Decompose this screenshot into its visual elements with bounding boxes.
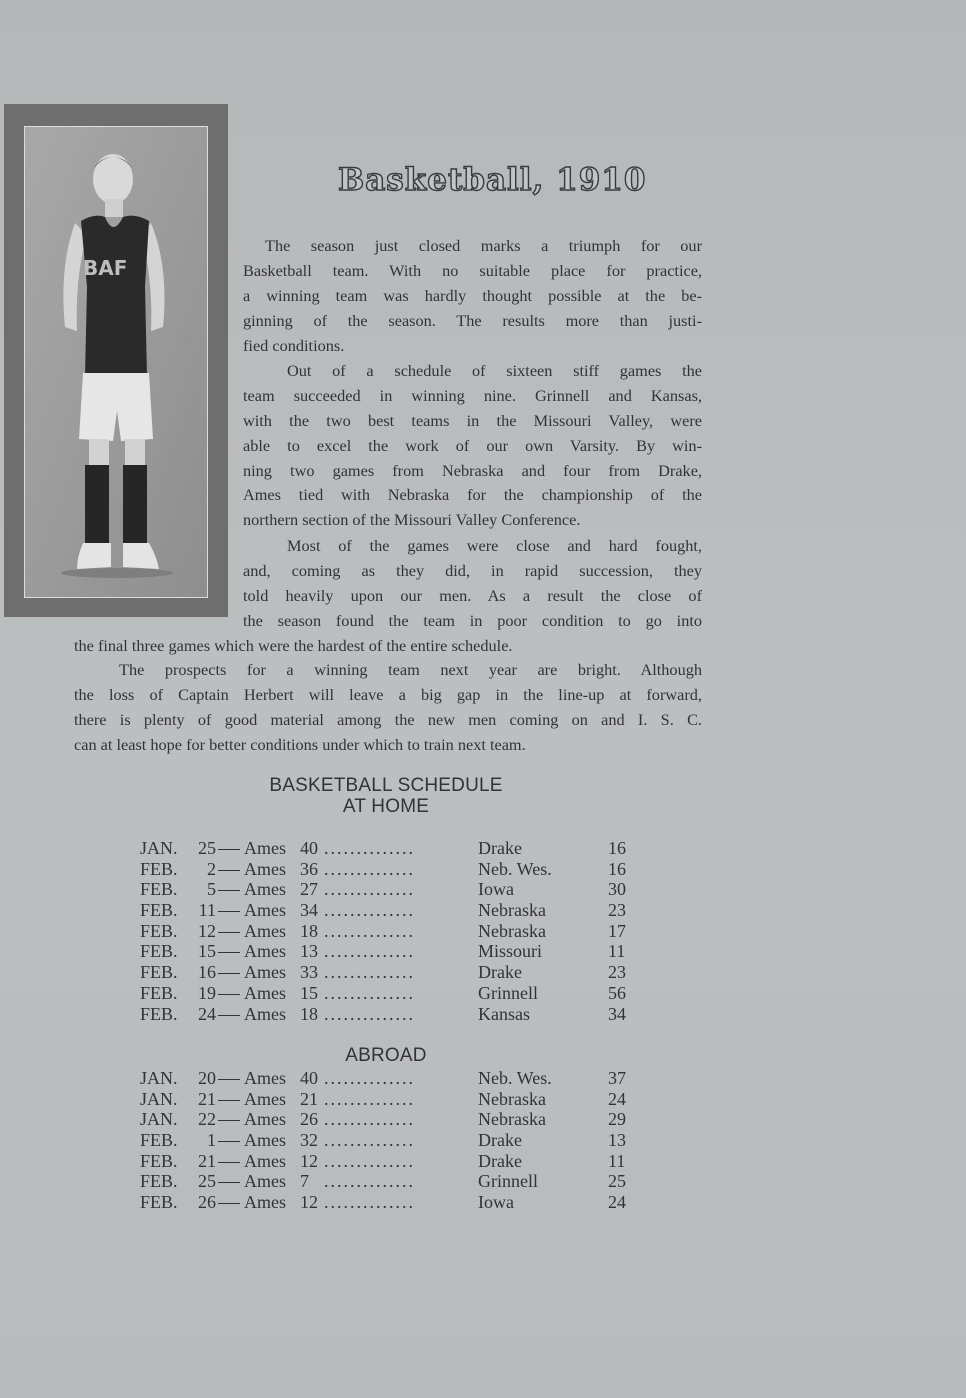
game-day: 25 [198,1171,216,1192]
game-day: 19 [198,982,216,1003]
game-day: 5 [207,879,216,900]
team-name: Ames [244,1130,286,1151]
opponent-score: 16 [608,838,626,858]
team-name: Ames [244,1109,286,1130]
text-line: told heavily upon our men. As a result the close of [243,585,702,605]
opponent-score: 34 [608,1003,626,1024]
opponent-name: Missouri [478,941,543,962]
schedule-row [140,859,660,880]
team-name: Ames [244,941,286,962]
opponent-name: Neb. Wes. [478,858,552,879]
game-day: 1 [207,1130,216,1151]
game-month: JAN. [140,1068,178,1088]
leader-dots: .............. [324,1130,415,1151]
dash-separator [218,973,240,974]
team-name: Ames [244,1088,286,1109]
player-photo [24,126,208,598]
game-month: FEB. [140,1150,178,1171]
opponent-name: Nebraska [478,1088,546,1109]
opponent-score: 17 [608,920,626,941]
text-line: a winning team was hardly thought possible at the be- [243,285,702,305]
leader-dots: .............. [324,858,415,879]
leader-dots: .............. [324,1068,415,1088]
game-month: JAN. [140,1088,178,1109]
team-name: Ames [244,1150,286,1171]
text-line: team succeeded in winning nine. Grinnell and Kansas, [243,385,702,405]
opponent-name: Drake [478,1150,522,1171]
opponent-name: Drake [478,838,522,858]
opponent-name: Iowa [478,1192,514,1213]
dash-separator [218,1100,240,1101]
game-day: 16 [198,962,216,983]
schedule-row [140,1004,660,1025]
text-line: Out of a schedule of sixteen stiff games the [287,361,702,380]
opponent-score: 37 [608,1068,626,1088]
schedule-row [140,941,660,962]
schedule-row [140,1068,660,1089]
team-name: Ames [244,838,286,858]
schedule-row [140,838,660,859]
leader-dots: .............. [324,1109,415,1130]
team-score: 26 [300,1109,318,1130]
opponent-name: Drake [478,1130,522,1151]
game-month: FEB. [140,858,178,879]
opponent-score: 16 [608,858,626,879]
game-month: FEB. [140,941,178,962]
opponent-score: 11 [608,1150,626,1171]
team-score: 40 [300,838,318,858]
dash-separator [218,1120,240,1121]
team-name: Ames [244,962,286,983]
abroad-heading: ABROAD [345,1045,427,1066]
paragraph-3 [74,534,702,658]
team-score: 12 [300,1150,318,1171]
game-month: FEB. [140,1192,178,1213]
team-score: 40 [300,1068,318,1088]
schedule-row [140,879,660,900]
opponent-name: Nebraska [478,1109,546,1130]
team-name: Ames [244,858,286,879]
team-name: Ames [244,1003,286,1024]
opponent-score: 24 [608,1088,626,1109]
game-month: FEB. [140,1003,178,1024]
team-score: 34 [300,900,318,921]
opponent-name: Grinnell [478,1171,538,1192]
text-line: Most of the games were close and hard fought, [287,536,702,555]
leader-dots: .............. [324,838,415,858]
leader-dots: .............. [324,1150,415,1171]
dash-separator [218,1162,240,1163]
paragraph-2 [243,359,702,533]
dash-separator [218,890,240,891]
dash-separator [218,1182,240,1183]
schedule-row [140,900,660,921]
game-day: 15 [198,941,216,962]
team-name: Ames [244,900,286,921]
opponent-score: 23 [608,962,626,983]
dash-separator [218,849,240,850]
game-month: FEB. [140,920,178,941]
schedule-heading: BASKETBALL SCHEDULE [269,775,503,796]
dash-separator [218,1079,240,1080]
schedule-row [140,1130,660,1151]
schedule-row [140,962,660,983]
team-score: 18 [300,920,318,941]
team-name: Ames [244,1068,286,1088]
team-score: 7 [300,1171,309,1192]
team-name: Ames [244,982,286,1003]
game-month: FEB. [140,900,178,921]
leader-dots: .............. [324,982,415,1003]
dash-separator [218,952,240,953]
paragraph-4 [74,658,702,758]
opponent-score: 24 [608,1192,626,1213]
text-line: the final three games which were the hardest of the entire schedule. [74,635,513,655]
text-line: Basketball team. With no suitable place for practice, [243,260,702,280]
opponent-score: 29 [608,1109,626,1130]
team-score: 21 [300,1088,318,1109]
team-score: 36 [300,858,318,879]
dash-separator [218,870,240,871]
leader-dots: .............. [324,900,415,921]
schedule-row [140,1192,660,1213]
dash-separator [218,911,240,912]
game-day: 21 [198,1088,216,1109]
schedule-row [140,1089,660,1110]
team-name: Ames [244,920,286,941]
team-name: Ames [244,1192,286,1213]
text-line: and, coming as they did, in rapid succession, they [243,560,702,580]
opponent-score: 23 [608,900,626,921]
text-line: ning two games from Nebraska and four from Drake, [243,460,702,480]
text-line: northern section of the Missouri Valley Conference. [243,510,581,530]
game-day: 12 [198,920,216,941]
game-day: 25 [198,838,216,858]
text-line: the loss of Captain Herbert will leave a big gap in the line-up at forward, [74,684,702,704]
dash-separator [218,1203,240,1204]
game-month: FEB. [140,982,178,1003]
game-month: FEB. [140,1171,178,1192]
text-line: with the two best teams in the Missouri Valley, were [243,410,702,430]
opponent-score: 25 [608,1171,626,1192]
opponent-score: 30 [608,879,626,900]
opponent-name: Grinnell [478,982,538,1003]
game-day: 21 [198,1150,216,1171]
team-score: 32 [300,1130,318,1151]
team-score: 18 [300,1003,318,1024]
opponent-name: Drake [478,962,522,983]
player-figure-illustration [25,127,207,597]
team-score: 33 [300,962,318,983]
leader-dots: .............. [324,1192,415,1213]
team-score: 27 [300,879,318,900]
game-month: FEB. [140,1130,178,1151]
game-month: FEB. [140,879,178,900]
game-month: JAN. [140,1109,178,1130]
leader-dots: .............. [324,941,415,962]
svg-text:BAF: BAF [83,256,128,280]
game-day: 11 [198,900,216,921]
leader-dots: .............. [324,879,415,900]
game-month: FEB. [140,962,178,983]
page-title: Basketball, 1910 [338,162,647,198]
game-day: 26 [198,1192,216,1213]
opponent-score: 13 [608,1130,626,1151]
schedule-row [140,1151,660,1172]
game-day: 24 [198,1003,216,1024]
team-score: 15 [300,982,318,1003]
text-line: Ames tied with Nebraska for the championship of the [243,485,702,505]
opponent-name: Nebraska [478,900,546,921]
opponent-name: Kansas [478,1003,530,1024]
dash-separator [218,994,240,995]
abroad-schedule-table [140,1068,660,1213]
text-line: The prospects for a winning team next year are bright. Although [119,660,702,679]
leader-dots: .............. [324,1088,415,1109]
opponent-name: Neb. Wes. [478,1068,552,1088]
dash-separator [218,1015,240,1016]
game-day: 20 [198,1068,216,1088]
game-day: 2 [207,858,216,879]
team-score: 13 [300,941,318,962]
leader-dots: .............. [324,1171,415,1192]
schedule-row [140,921,660,942]
leader-dots: .............. [324,920,415,941]
game-day: 22 [198,1109,216,1130]
leader-dots: .............. [324,962,415,983]
text-line: can at least hope for better conditions under which to train next team. [74,734,526,754]
player-photo-mount [4,104,228,617]
opponent-score: 11 [608,941,626,962]
schedule-row [140,983,660,1004]
leader-dots: .............. [324,1003,415,1024]
team-name: Ames [244,879,286,900]
home-schedule-table [140,838,660,1024]
opponent-score: 56 [608,982,626,1003]
opponent-name: Nebraska [478,920,546,941]
text-line: The season just closed marks a triumph for our [265,236,702,255]
paragraph-1 [243,234,702,358]
text-line: fied conditions. [243,335,345,355]
text-line: there is plenty of good material among the new men coming on and I. S. C. [74,709,702,729]
text-line: able to excel the work of our own Varsity. By win- [243,435,702,455]
schedule-row [140,1109,660,1130]
team-name: Ames [244,1171,286,1192]
text-line: the season found the team in poor condition to go into [243,610,702,630]
schedule-row [140,1171,660,1192]
text-line: ginning of the season. The results more than justi- [243,310,702,330]
dash-separator [218,1141,240,1142]
opponent-name: Iowa [478,879,514,900]
home-heading: AT HOME [342,796,430,817]
dash-separator [218,932,240,933]
game-month: JAN. [140,838,178,858]
team-score: 12 [300,1192,318,1213]
